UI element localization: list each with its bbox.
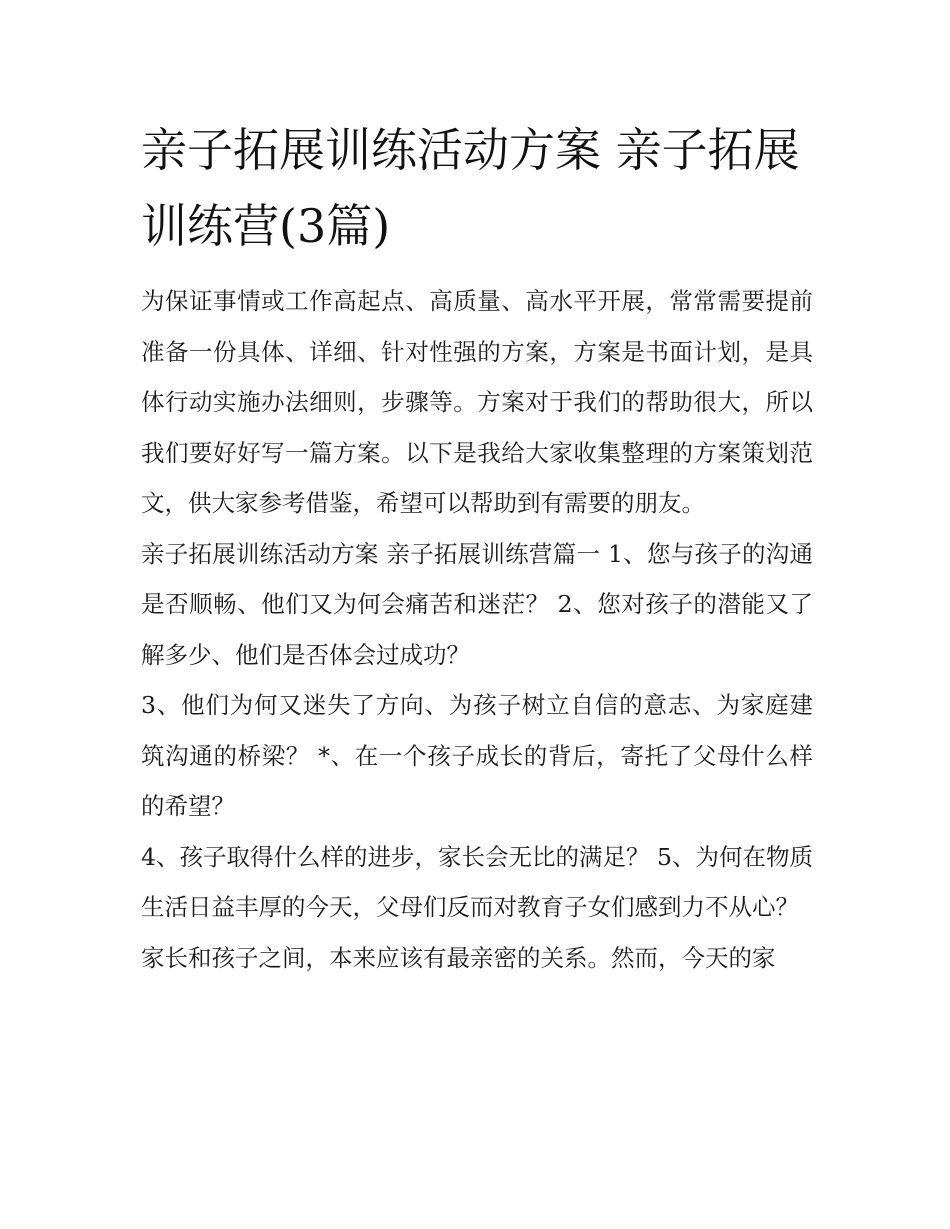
document-title: 亲子拓展训练活动方案 亲子拓展训练营(3篇) — [141, 123, 800, 253]
paragraph-part-one: 亲子拓展训练活动方案 亲子拓展训练营篇一 1、您与孩子的沟通是否顺畅、他们又为何会痛苦和迷茫？ 2、您对孩子的潜能又了解多少、他们是否体会过成功？ — [141, 539, 813, 669]
paragraph-intro: 为保证事情或工作高起点、高质量、高水平开展，常常需要提前准备一份具体、详细、针对性强的方案，方案是书面计划，是具体行动实施办法细则，步骤等。方案对于我们的帮助很大，所以我们要好好写一篇方案。以下是我给大家收集整理的方案策划范文，供大家参考借鉴，希望可以帮助到有需要的朋友。 — [141, 287, 813, 517]
paragraph-item-4: 4、孩子取得什么样的进步，家长会无比的满足？ 5、为何在物质生活日益丰厚的今天，父母们反而对教育子女们感到力不从心？ — [141, 842, 813, 921]
document-body — [141, 112, 813, 983]
paragraph-parents-children: 家长和孩子之间，本来应该有最亲密的关系。然而，今天的家 — [141, 943, 776, 972]
paragraph-item-3: 3、他们为何又迷失了方向、为孩子树立自信的意志、为家庭建筑沟通的桥梁？ *、在一个孩子成长的背后，寄托了父母什么样的希望？ — [141, 691, 813, 820]
